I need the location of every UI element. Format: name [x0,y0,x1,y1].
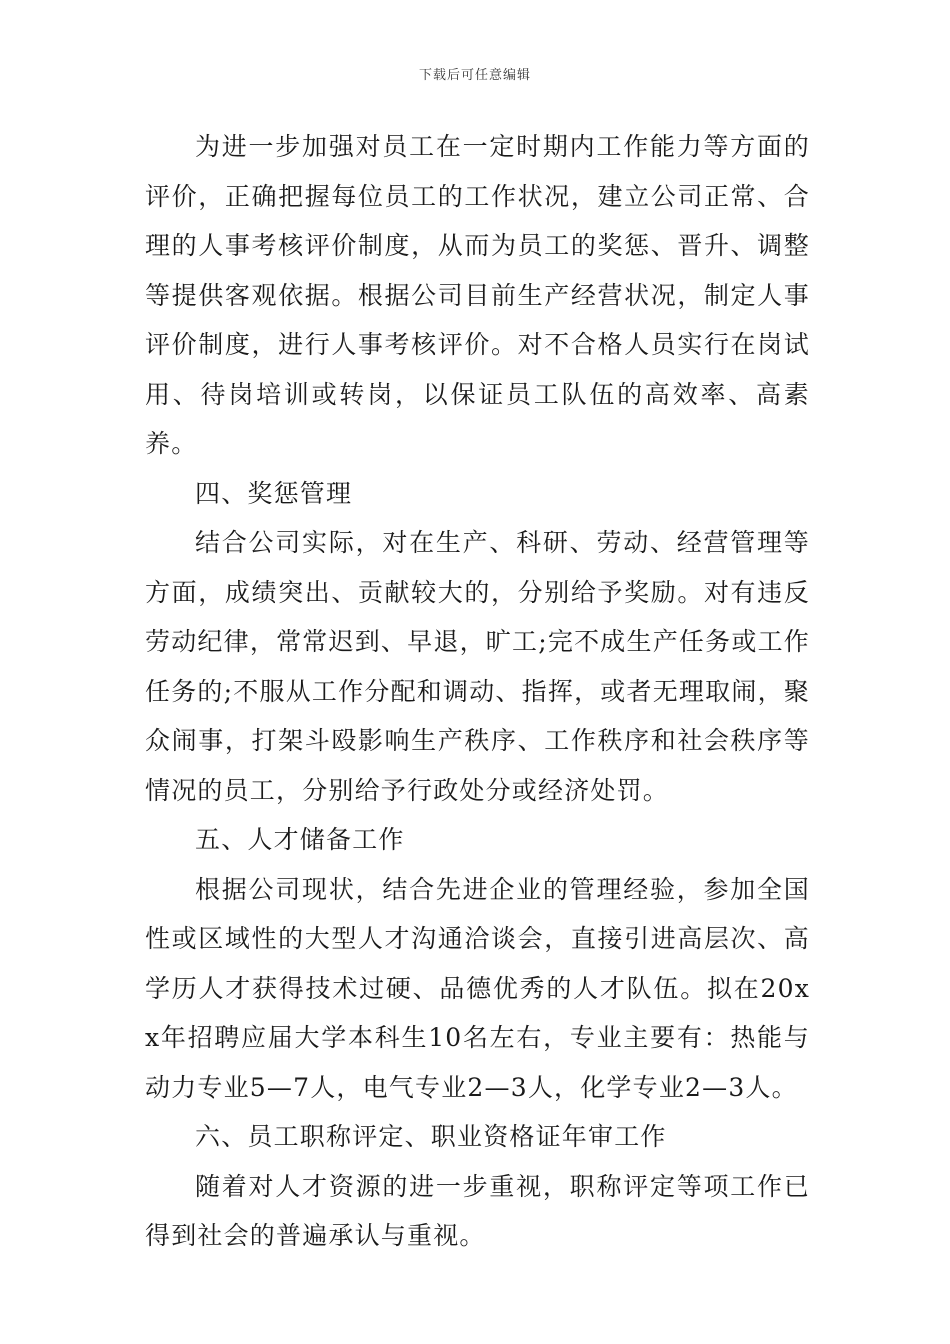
document-body [145,122,810,1261]
paragraph-title-evaluation: 随着对人才资源的进一步重视，职称评定等项工作已得到社会的普遍承认与重视。 [145,1171,810,1250]
section-heading-rewards: 四、奖惩管理 [195,478,353,508]
paragraph-evaluation: 为进一步加强对员工在一定时期内工作能力等方面的评价，正确把握每位员工的工作状况，建立公司正常、合理的人事考核评价制度，从而为员工的奖惩、晋升、调整等提供客观依据。根据公司目前生产经营状况，制定人事评价制度，进行人事考核评价。对不合格人员实行在岗试用、待岗培训或转岗，以保证员工队伍的高效率、高素养。 [145,132,810,458]
section-heading-title-evaluation: 六、员工职称评定、职业资格证年审工作 [195,1122,667,1151]
paragraph-rewards: 结合公司实际，对在生产、科研、劳动、经营管理等方面，成绩突出、贡献较大的，分别给予奖励。对有违反劳动纪律，常常迟到、早退，旷工;完不成生产任务或工作任务的;不服从工作分配和调动、指挥，或者无理取闹，聚众闹事，打架斗殴影响生产秩序、工作秩序和社会秩序等情况的员工，分别给予行政处分或经济处罚。 [145,528,810,805]
section-heading-talent-reserve: 五、人才储备工作 [195,825,405,854]
paragraph-talent-reserve: 根据公司现状，结合先进企业的管理经验，参加全国性或区域性的大型人才沟通洽谈会，直接引进高层次、高学历人才获得技术过硬、品德优秀的人才队伍。拟在20xx年招聘应届大学本科生10名左右，专业主要有：热能与动力专业5—7人，电气专业2—3人，化学专业2—3人。 [145,874,810,1102]
page-header-note: 下载后可任意编辑 [418,68,531,83]
